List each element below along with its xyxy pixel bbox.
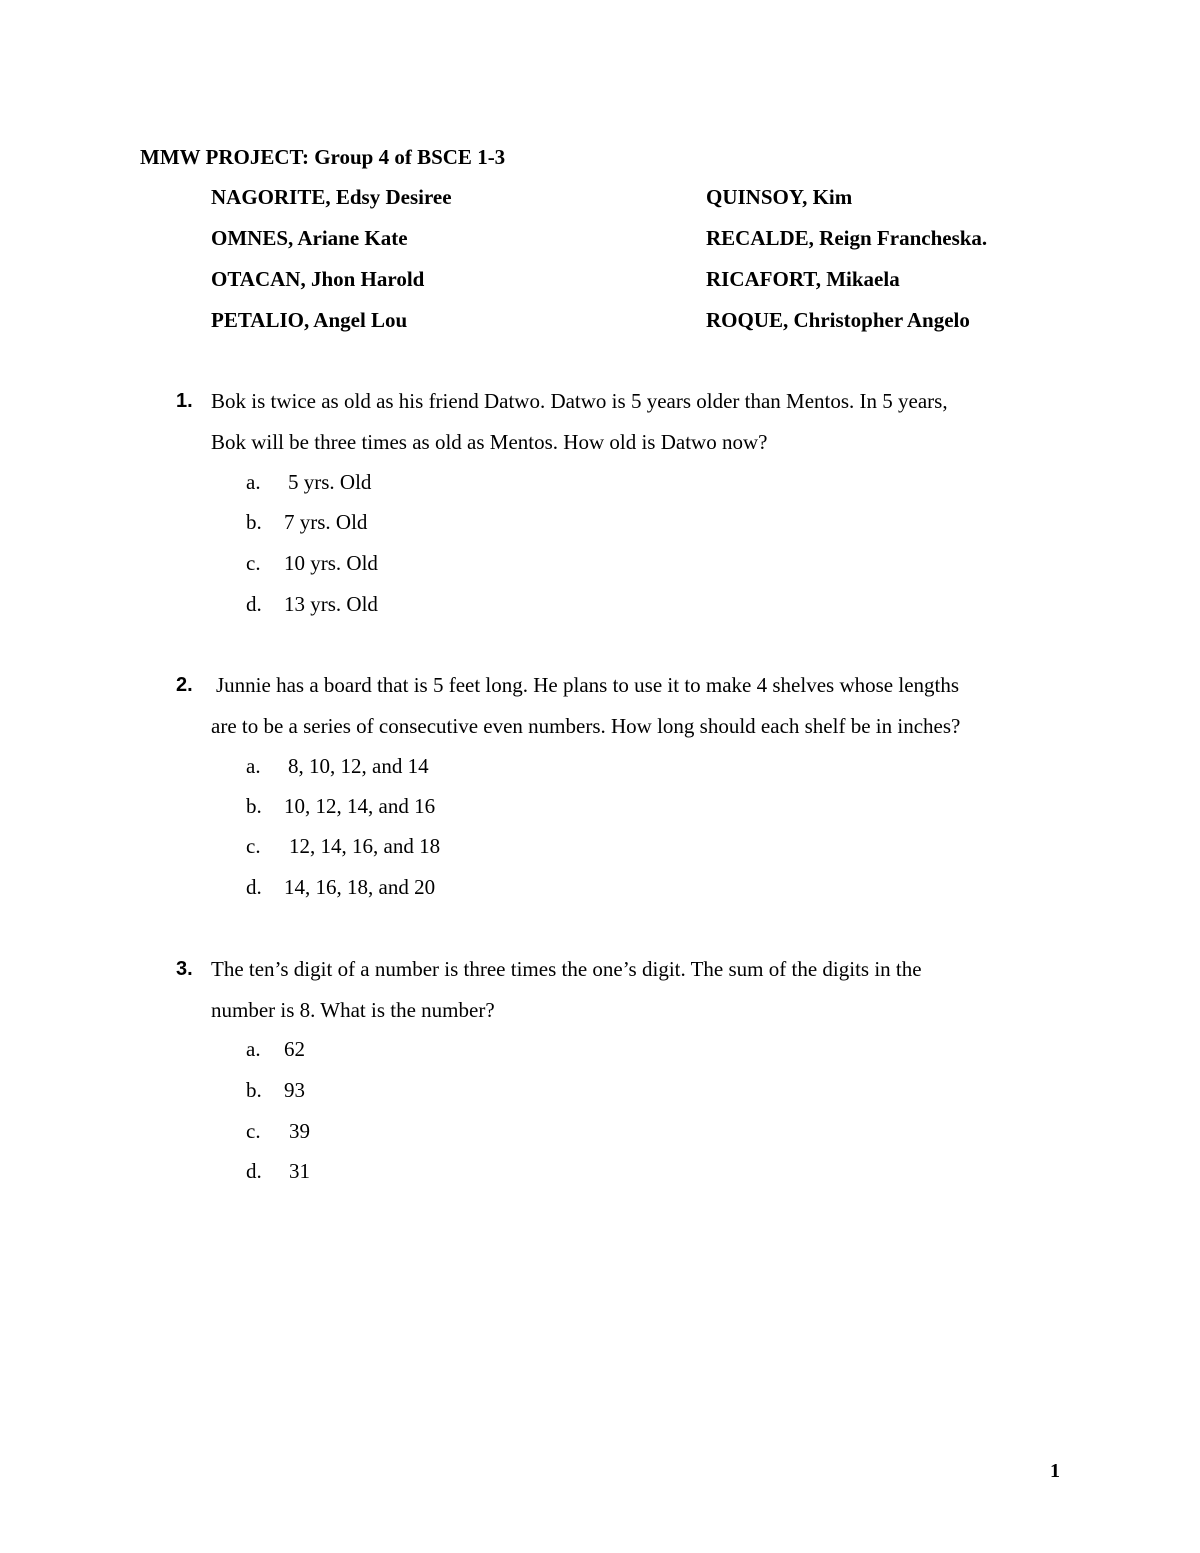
option-text: 12, 14, 16, and 18 — [289, 834, 441, 858]
document-title: MMW PROJECT: Group 4 of BSCE 1-3 — [140, 145, 506, 169]
option-text: 62 — [284, 1037, 305, 1061]
question-number: 1. — [176, 390, 193, 412]
option-letter: c. — [246, 551, 261, 575]
question-text-line: The ten’s digit of a number is three times the one’s digit. The sum of the digits in the — [211, 957, 922, 981]
option-text: 93 — [284, 1078, 305, 1102]
member-name: QUINSOY, Kim — [706, 185, 853, 209]
member-name: NAGORITE, Edsy Desiree — [211, 185, 452, 209]
question-text-line: number is 8. What is the number? — [211, 998, 495, 1022]
member-name: OTACAN, Jhon Harold — [211, 267, 425, 291]
option-text: 5 yrs. Old — [288, 470, 372, 494]
option-letter: b. — [246, 794, 262, 818]
option-letter: c. — [246, 1119, 261, 1143]
member-name: RICAFORT, Mikaela — [706, 267, 900, 291]
option-text: 31 — [289, 1159, 310, 1183]
option-text: 10 yrs. Old — [284, 551, 378, 575]
page-number: 1 — [1050, 1460, 1060, 1482]
question-number: 2. — [176, 674, 193, 696]
question-text-line: Bok is twice as old as his friend Datwo. Datwo is 5 years older than Mentos. In 5 years, — [211, 389, 948, 413]
option-text: 14, 16, 18, and 20 — [284, 875, 436, 899]
question-text-line: are to be a series of consecutive even numbers. How long should each shelf be in inches? — [211, 714, 961, 738]
option-letter: d. — [246, 1159, 262, 1183]
option-letter: d. — [246, 592, 262, 616]
option-text: 13 yrs. Old — [284, 592, 378, 616]
member-name: ROQUE, Christopher Angelo — [706, 308, 970, 332]
question-number: 3. — [176, 958, 193, 980]
option-text: 7 yrs. Old — [284, 510, 368, 534]
member-name: PETALIO, Angel Lou — [211, 308, 408, 332]
option-letter: a. — [246, 754, 261, 778]
option-letter: d. — [246, 875, 262, 899]
member-name: OMNES, Ariane Kate — [211, 226, 408, 250]
member-name: RECALDE, Reign Francheska. — [706, 226, 988, 250]
option-letter: b. — [246, 1078, 262, 1102]
option-letter: a. — [246, 470, 261, 494]
question-text-line: Junnie has a board that is 5 feet long. He plans to use it to make 4 shelves whose lengths — [216, 673, 960, 697]
option-letter: b. — [246, 510, 262, 534]
option-text: 8, 10, 12, and 14 — [288, 754, 429, 778]
option-text: 10, 12, 14, and 16 — [284, 794, 436, 818]
option-letter: a. — [246, 1037, 261, 1061]
question-text-line: Bok will be three times as old as Mentos. How old is Datwo now? — [211, 430, 768, 454]
option-letter: c. — [246, 834, 261, 858]
option-text: 39 — [289, 1119, 310, 1143]
